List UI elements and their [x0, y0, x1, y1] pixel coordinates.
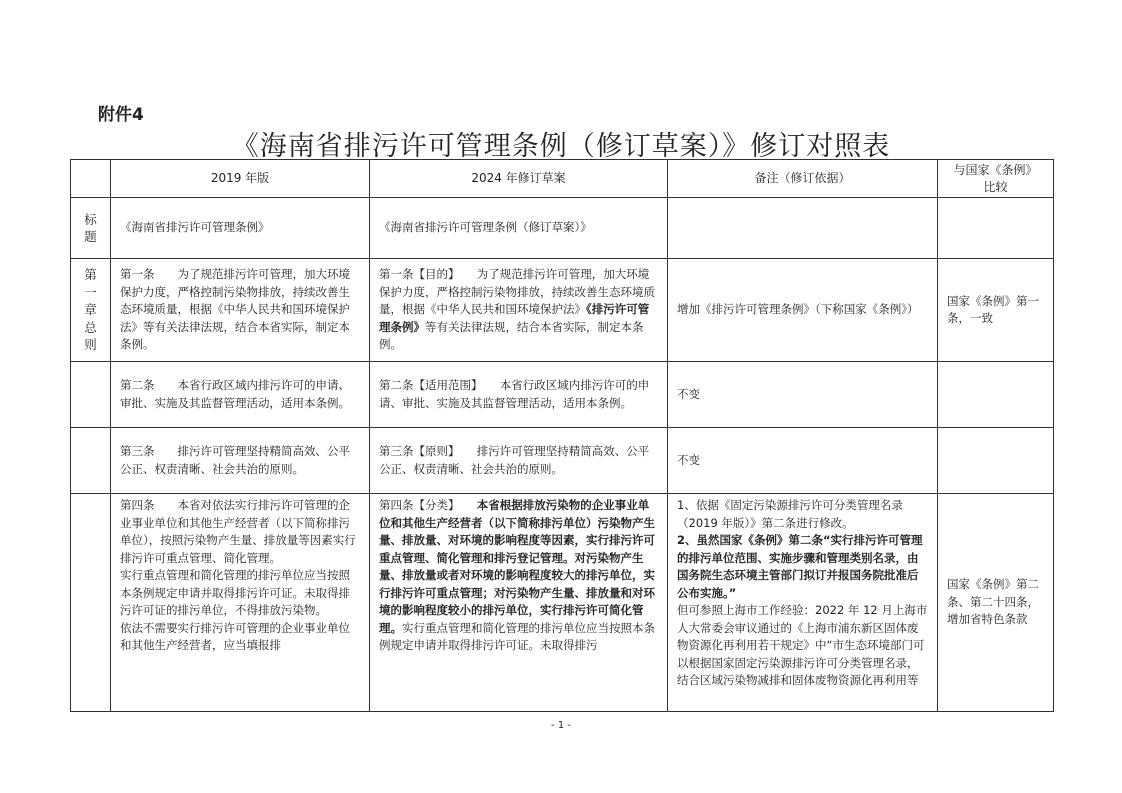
old-text: 第三条 排污许可管理坚持精简高效、公平公正、权责清晰、社会共治的原则。	[111, 428, 370, 494]
table-row	[71, 362, 1054, 428]
side-label: 第 一 章 总 则	[71, 259, 111, 362]
document-title: 《海南省排污许可管理条例（修订草案）》修订对照表	[231, 131, 891, 162]
note-text: 1、依据《固定污染源排污许可分类管理名录（2019 年版）》第二条进行修改。 2、虽然国家《条例》第二条“实行排污许可管理的排污单位范围、实施步骤和管理类别名录，由国务院生态环境主管部门拟订并报国务院批准后公布实施。” 但可参照上海市工作经验：2022 年 12 月上海市人大常委会审议通过的《上海市浦东新区固体废物资源化再利用若干规定》中“市生态环境部门可以根据国家固定污染源排污许可分类管理名录，结合区域污染物减排和固体废物资源化再利用等	[668, 494, 938, 712]
compare-text	[938, 198, 1054, 259]
side-label	[71, 494, 111, 712]
new-text: 第二条【适用范围】 本省行政区域内排污许可的申请、审批、实施及其监督管理活动，适用本条例。	[370, 362, 668, 428]
side-label	[71, 362, 111, 428]
header-2019: 2019 年版	[111, 160, 370, 198]
compare-text	[938, 428, 1054, 494]
compare-text: 国家《条例》第一条，一致	[938, 259, 1054, 362]
header-side	[71, 160, 111, 198]
side-label	[71, 428, 111, 494]
page-number: - 1 -	[551, 720, 571, 731]
header-compare: 与国家《条例》 比较	[938, 160, 1054, 198]
old-text: 第四条 本省对依法实行排污许可管理的企业事业单位和其他生产经营者（以下简称排污单位），按照污染物产生量、排放量等因素实行排污许可重点管理、简化管理。 实行重点管理和简化管理的排污单位应当按照本条例规定申请并取得排污许可证。未取得排污许可证的排污单位，不得排放污染物。 依法不需要实行排污许可管理的企业事业单位和其他生产经营者，应当填报排	[111, 494, 370, 712]
old-text: 第一条 为了规范排污许可管理，加大环境保护力度，严格控制污染物排放，持续改善生态环境质量，根据《中华人民共和国环境保护法》等有关法律法规，结合本省实际，制定本条例。	[111, 259, 370, 362]
header-note: 备注（修订依据）	[668, 160, 938, 198]
new-text: 《海南省排污许可管理条例（修订草案）》	[370, 198, 668, 259]
table-row	[71, 494, 1054, 712]
new-text: 第三条【原则】 排污许可管理坚持精简高效、公平公正、权责清晰、社会共治的原则。	[370, 428, 668, 494]
table-row	[71, 259, 1054, 362]
note-text: 不变	[668, 428, 938, 494]
compare-text	[938, 362, 1054, 428]
note-text	[668, 198, 938, 259]
side-label: 标 题	[71, 198, 111, 259]
new-text: 第一条【目的】 为了规范排污许可管理，加大环境保护力度，严格控制污染物排放，持续改善生态环境质量，根据《中华人民共和国环境保护法》《排污许可管理条例》等有关法律法规，结合本省实际，制定本条例。	[370, 259, 668, 362]
note-text: 增加《排污许可管理条例》（下称国家《条例》）	[668, 259, 938, 362]
note-text: 不变	[668, 362, 938, 428]
old-text: 第二条 本省行政区域内排污许可的申请、审批、实施及其监督管理活动，适用本条例。	[111, 362, 370, 428]
new-text: 第四条【分类】 本省根据排放污染物的企业事业单位和其他生产经营者（以下简称排污单位）污染物产生量、排放量、对环境的影响程度等因素，实行排污许可重点管理、简化管理和排污登记管理。对污染物产生量、排放量或者对环境的影响程度较大的排污单位，实行排污许可重点管理；对污染物产生量、排放量和对环境的影响程度较小的排污单位，实行排污许可简化管理。实行重点管理和简化管理的排污单位应当按照本条例规定申请并取得排污许可证。未取得排污	[370, 494, 668, 712]
table-row	[71, 428, 1054, 494]
header-2024: 2024 年修订草案	[370, 160, 668, 198]
table-row	[71, 198, 1054, 259]
old-text: 《海南省排污许可管理条例》	[111, 198, 370, 259]
comparison-table	[70, 159, 1054, 712]
attachment-label: 附件4	[98, 105, 144, 125]
table-header-row	[71, 160, 1054, 198]
compare-text: 国家《条例》第二条、第二十四条，增加省特色条款	[938, 494, 1054, 712]
